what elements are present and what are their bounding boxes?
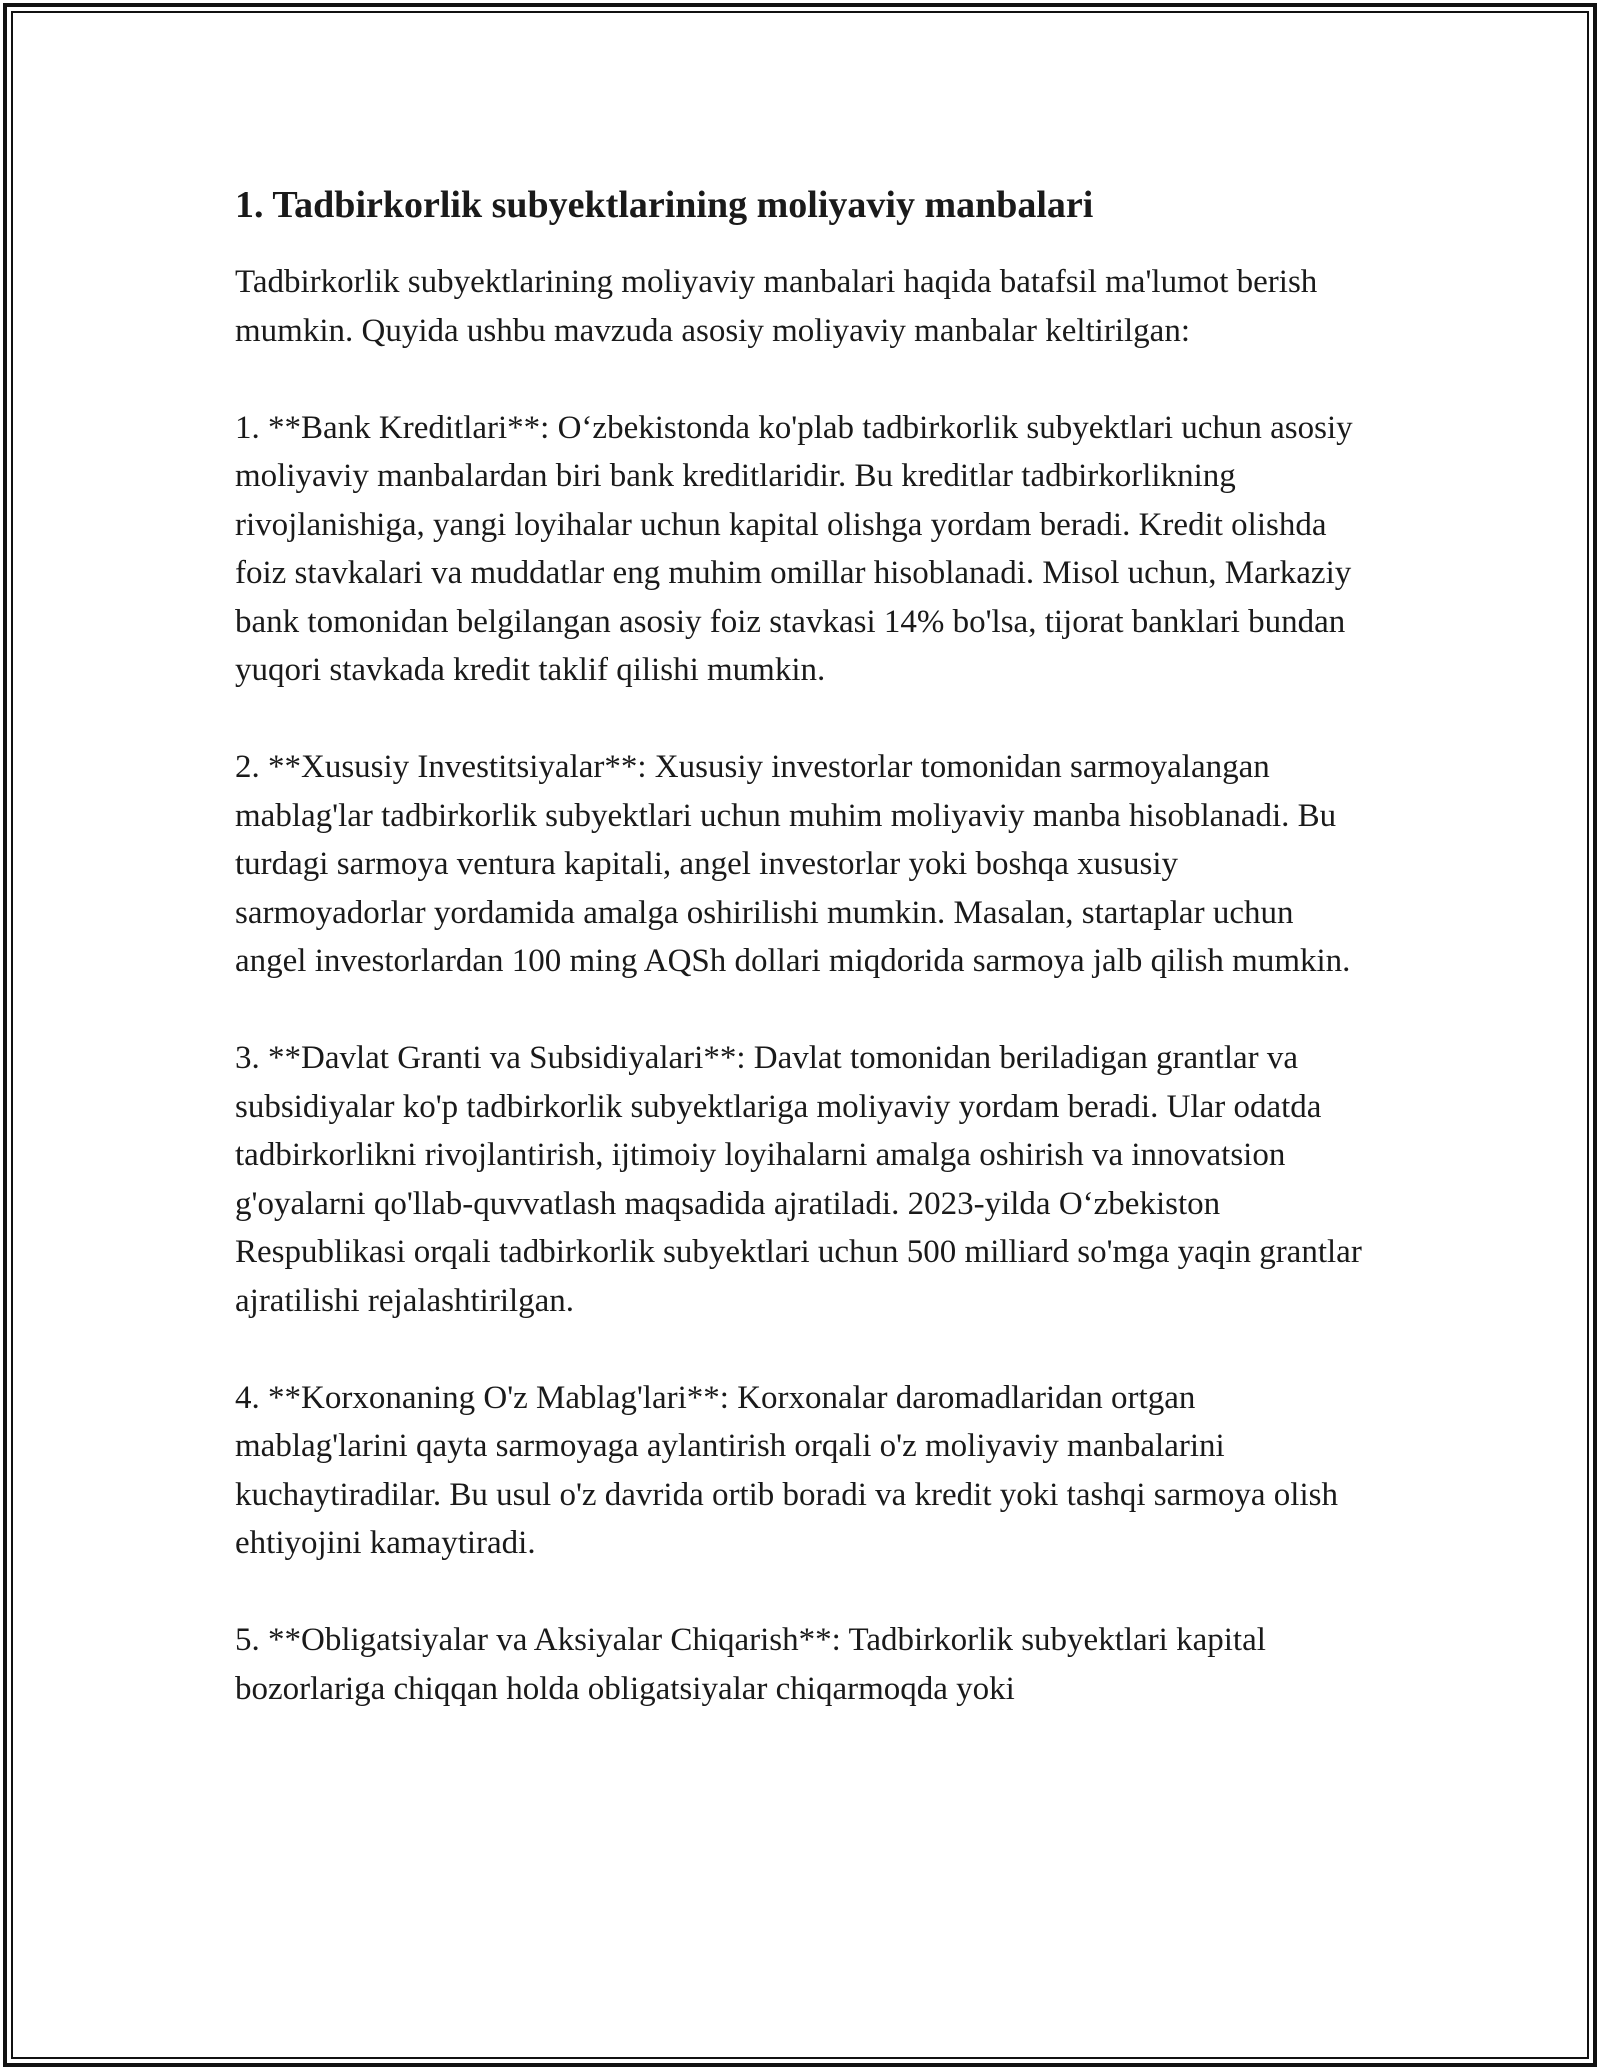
section-heading: 1. Tadbirkorlik subyektlarining moliyaviy manbalari xyxy=(235,184,1094,226)
intro-paragraph: Tadbirkorlik subyektlarining moliyaviy manbalari haqida batafsil ma'lumot berish mumkin. Quyida ushbu mavzuda asosiy moliyaviy manbalar keltirilgan: xyxy=(235,264,1318,349)
paragraph-bonds-shares: 5. **Obligatsiyalar va Aksiyalar Chiqarish**: Tadbirkorlik subyektlari kapital bozorlariga chiqqan holda obligatsiyalar chiqarmoqda yoki xyxy=(235,1622,1266,1707)
paragraph-bank-credits: 1. **Bank Kreditlari**: O‘zbekistonda ko'plab tadbirkorlik subyektlari uchun asosiy moliyaviy manbalardan biri bank kreditlaridir. Bu kreditlar tadbirkorlikning rivojlanishiga, yangi loyihalar uchun kapital olishga yordam beradi. Kredit olishda foiz stavkalari va muddatlar eng muhim omillar hisoblanadi. Misol uchun, Markaziy bank tomonidan belgilangan asosiy foiz stavkasi 14% bo'lsa, tijorat banklari bundan yuqori stavkada kredit taklif qilishi mumkin. xyxy=(235,409,1353,688)
paragraph-own-funds: 4. **Korxonaning O'z Mablag'lari**: Korxonalar daromadlaridan ortgan mablag'larini qayta sarmoyaga aylantirish orqali o'z moliyaviy manbalarini kuchaytiradilar. Bu usul o'z davrida ortib boradi va kredit yoki tashqi sarmoya olish ehtiyojini kamaytiradi. xyxy=(235,1379,1338,1561)
paragraph-private-investments: 2. **Xususiy Investitsiyalar**: Xususiy investorlar tomonidan sarmoyalangan mablag'lar tadbirkorlik subyektlari uchun muhim moliyaviy manba hisoblanadi. Bu turdagi sarmoya ventura kapitali, angel investorlar yoki boshqa xususiy sarmoyadorlar yordamida amalga oshirilishi mumkin. Masalan, startaplar uchun angel investorlardan 100 ming AQSh dollari miqdorida sarmoya jalb qilish mumkin. xyxy=(235,749,1351,979)
document-body xyxy=(235,182,1365,1713)
paragraph-state-grants: 3. **Davlat Granti va Subsidiyalari**: Davlat tomonidan beriladigan grantlar va subsidiyalar ko'p tadbirkorlik subyektlariga moliyaviy yordam beradi. Ular odatda tadbirkorlikni rivojlantirish, ijtimoiy loyihalarni amalga oshirish va innovatsion g'oyalarni qo'llab-quvvatlash maqsadida ajratiladi. 2023-yilda O‘zbekiston Respublikasi orqali tadbirkorlik subyektlari uchun 500 milliard so'mga yaqin grantlar ajratilishi rejalashtirilgan. xyxy=(235,1040,1362,1319)
